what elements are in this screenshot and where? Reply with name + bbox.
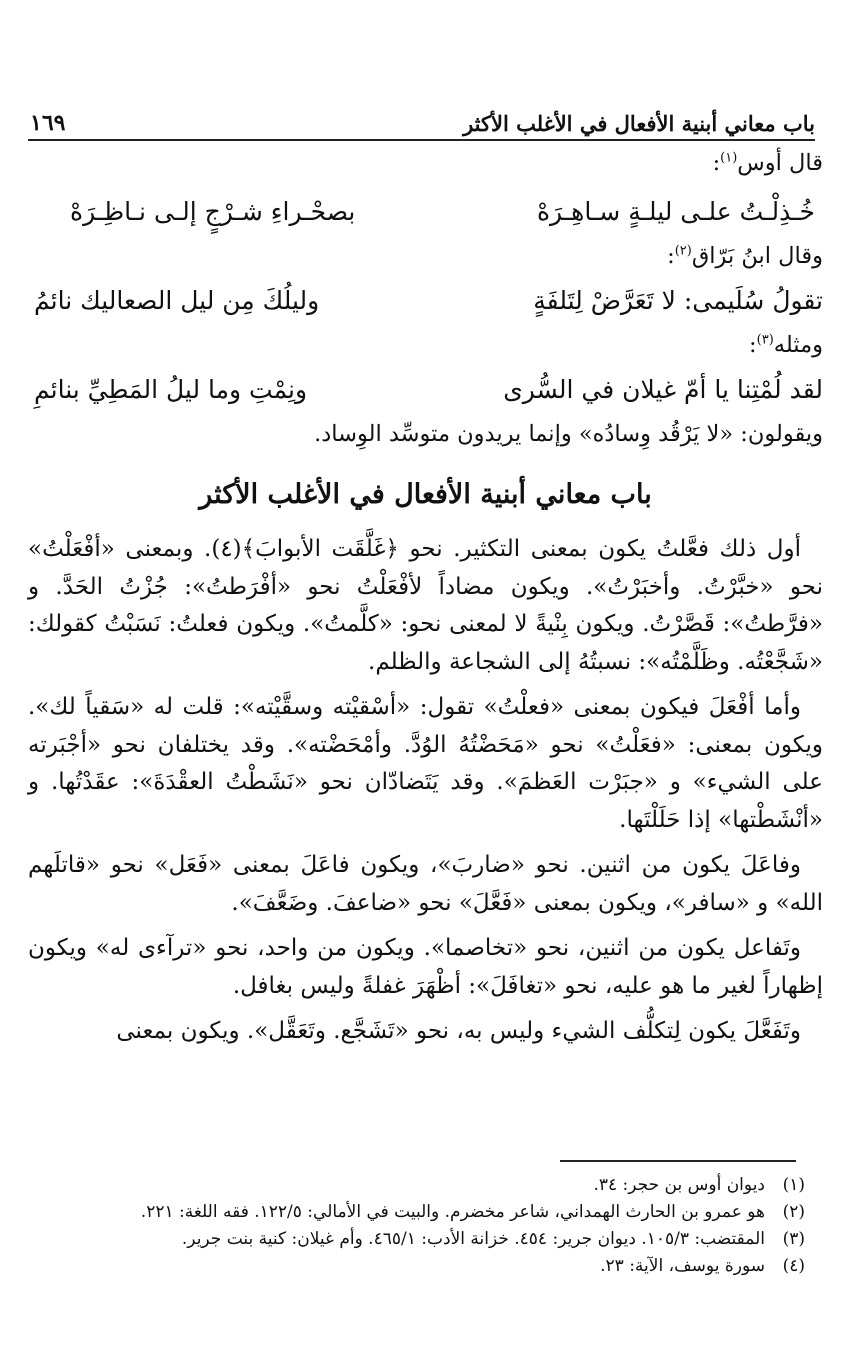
footnote-ref-1[interactable]: (١) bbox=[720, 150, 738, 166]
page-number: ١٦٩ bbox=[30, 110, 66, 136]
closing-line: ويقولون: «لا يَرْقُد وِسادُه» وإنما يريدون متوسِّد الوِساد. bbox=[314, 421, 823, 447]
attribution-line-3: ومثله$^{(٣)}$: bbox=[749, 332, 823, 358]
paragraph-3: وفاعَلَ يكون من اثنين. نحو «ضاربَ»، ويكون فاعَلَ بمعنى «فَعَل» نحو «قاتلَهم الله» و «سافر»، ويكون بمعنى «فَعَّلَ» نحو «ضاعفَ. وضَعَّفَ». bbox=[28, 852, 823, 916]
verse-1-second-hemistich: بصحْـراءِ شـرْجٍ إلـى نـاظِـرَهْ bbox=[70, 197, 356, 226]
footnote bbox=[40, 1226, 805, 1253]
verse-1-first-hemistich: خُـذِلْـتُ علـى ليلـةٍ سـاهِـرَهْ bbox=[536, 197, 815, 226]
running-head-title: باب معاني أبنية الأفعال في الأغلب الأكثر bbox=[463, 111, 815, 136]
footnote-ref-3[interactable]: (٣) bbox=[756, 332, 774, 348]
footnote bbox=[40, 1199, 805, 1226]
verse-3 bbox=[28, 364, 823, 416]
footnote-number: (٢) bbox=[782, 1202, 805, 1222]
footnote-number: (٤) bbox=[782, 1256, 805, 1276]
footnote-text: هو عمرو بن الحارث الهمداني، شاعر مخضرم. والبيت في الأمالي: ١٢٢/٥. فقه اللغة: ٢٢١. bbox=[140, 1202, 765, 1222]
paragraph-2: وأما أفْعَلَ فيكون بمعنى «فعلْتُ» تقول: «أسْقيْته وسقَّيْته»: قلت له «سَقياً لك». ويكون بمعنى: «فعَلْتُ» نحو «مَحَضْتُهُ الوُدَّ. وأمْحَضْته». وقد يختلفان نحو «أجْبَرته على الشيء» و «جبَرْت العَظمَ». وقد يَتَضادّان نحو «نَشَطْتُ العقْدَةَ»: عقَدْتُها. و «أنْشَطْتها» إذا حَلَلْتَها. bbox=[28, 694, 823, 833]
footnote-text: المقتضب: ١٠٥/٣. ديوان جرير: ٤٥٤. خزانة الأدب: ٤٦٥/١. وأم غيلان: كنية بنت جرير. bbox=[181, 1229, 765, 1249]
chapter-heading: باب معاني أبنية الأفعال في الأغلب الأكثر bbox=[199, 479, 652, 510]
page-body bbox=[28, 145, 823, 1059]
verse-2 bbox=[28, 275, 823, 327]
footnote-rule bbox=[560, 1160, 796, 1162]
footnote-number: (١) bbox=[782, 1175, 805, 1195]
footnote-text: سورة يوسف، الآية: ٢٣. bbox=[600, 1256, 765, 1276]
header-rule bbox=[28, 139, 815, 141]
paragraph-1: أول ذلك فعَّلتُ يكون بمعنى التكثير. نحو ﴿غَلَّقَت الأبوابَ﴾(٤). وبمعنى «أفْعَلْتُ» نحو «خبَّرْتُ. وأخبَرْتُ». ويكون مضاداً لأفْعَلْتُ نحو «أفْرَطتُ»: جُزْتُ الحَدَّ. و «فرَّطتُ»: قَصَّرْتُ. ويكون بِنْيةً لا لمعنى نحو: «كلَّمتُ». ويكون فعلتُ: نَسَبْتُ كقولك: «شَجَّعْتُه. وظَلَّمْتُه»: نسبتُهُ إلى الشجاعة والظلم. bbox=[28, 536, 823, 675]
attribution-line-1: قال أوس$^{(١)}$: bbox=[712, 150, 823, 176]
footnote bbox=[40, 1172, 805, 1199]
footnotes bbox=[40, 1172, 805, 1280]
paragraph-5: وتَفَعَّلَ يكون لِتكلُّف الشيء وليس به، نحو «تَشَجَّع. وتَعَقَّل». ويكون بمعنى bbox=[116, 1018, 801, 1044]
verse-3-second-hemistich: ونِمْتِ وما ليلُ المَطِيِّ بنائمِ bbox=[34, 375, 308, 404]
footnote-ref-2[interactable]: (٢) bbox=[674, 243, 692, 259]
running-head bbox=[30, 96, 815, 136]
footnote bbox=[40, 1253, 805, 1280]
paragraph-4: وتَفاعل يكون من اثنين، نحو «تخاصما». ويكون من واحد، نحو «ترآءى له» ويكون إظهاراً لغير ما هو عليه، نحو «تغافَلَ»: أظْهَرَ غفلةً وليس بغافل. bbox=[28, 935, 823, 999]
attribution-line-2: وقال ابنُ بَرّاق$^{(٢)}$: bbox=[667, 243, 823, 269]
verse-3-first-hemistich: لقد لُمْتِنا يا أمّ غيلان في السُّرى bbox=[503, 375, 823, 404]
verse-2-second-hemistich: وليلُكَ مِن ليل الصعاليك نائمُ bbox=[34, 286, 320, 315]
footnote-number: (٣) bbox=[782, 1229, 805, 1249]
verse-2-first-hemistich: تقولُ سُلَيمى: لا تَعَرَّضْ لِتَلفَةٍ bbox=[533, 286, 823, 315]
footnote-text: ديوان أوس بن حجر: ٣٤. bbox=[593, 1175, 765, 1195]
verse-1 bbox=[28, 186, 823, 238]
